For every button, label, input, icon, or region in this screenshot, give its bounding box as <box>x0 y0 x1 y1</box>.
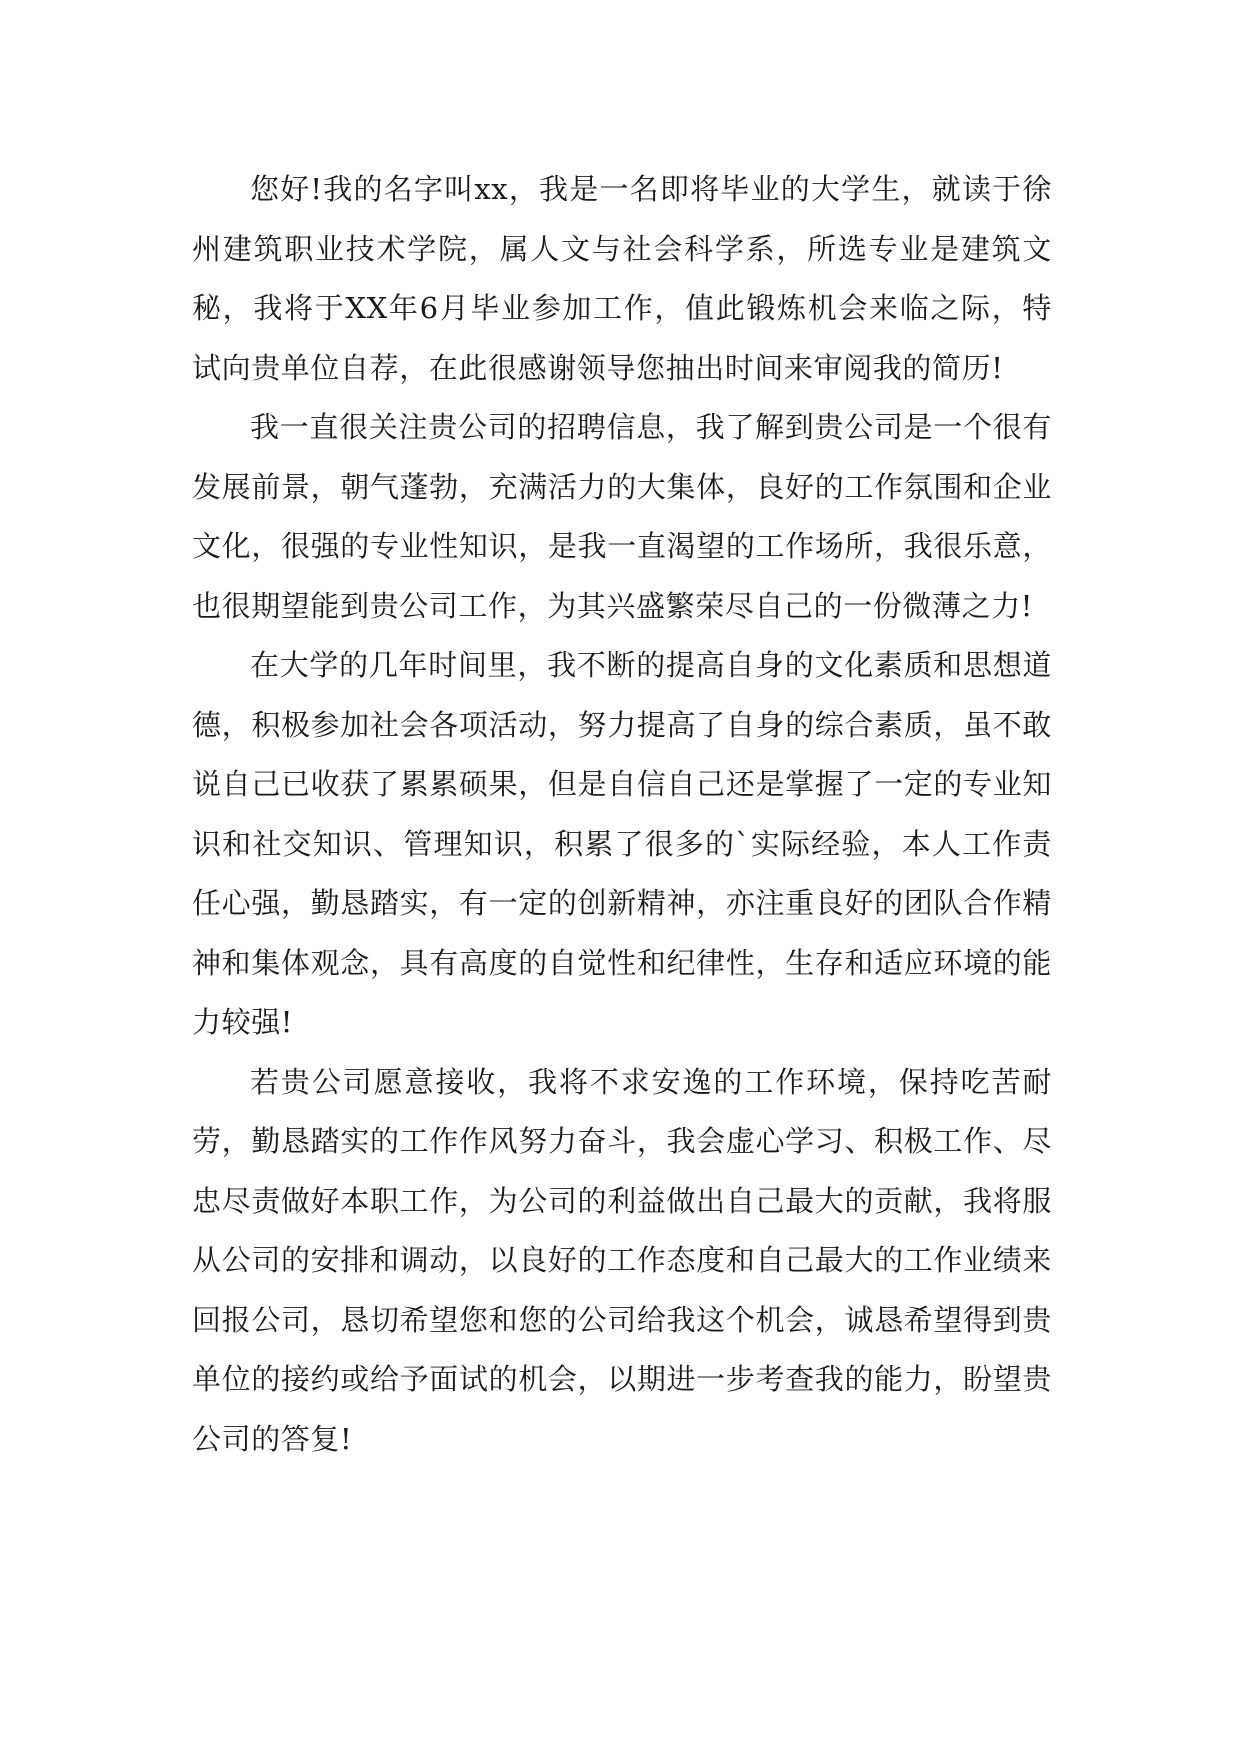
paragraph-introduction: 您好!我的名字叫xx，我是一名即将毕业的大学生，就读于徐州建筑职业技术学院，属人文与社会科学系，所选专业是建筑文秘，我将于XX年6月毕业参加工作，值此锻炼机会来临之际，特试向贵单位自荐，在此很感谢领导您抽出时间来审阅我的简历! <box>192 172 1052 385</box>
letter-body <box>192 160 1052 1469</box>
paragraph-university-experience: 在大学的几年时间里，我不断的提高自身的文化素质和思想道德，积极参加社会各项活动，努力提高了自身的综合素质，虽不敢说自己已收获了累累硕果，但是自信自己还是掌握了一定的专业知识和社交知识、管理知识，积累了很多的`实际经验，本人工作责任心强，勤恳踏实，有一定的创新精神，亦注重良好的团队合作精神和集体观念，具有高度的自觉性和纪律性，生存和适应环境的能力较强! <box>192 648 1052 1039</box>
paragraph-closing-request: 若贵公司愿意接收，我将不求安逸的工作环境，保持吃苦耐劳，勤恳踏实的工作作风努力奋斗，我会虚心学习、积极工作、尽忠尽责做好本职工作，为公司的利益做出自己最大的贡献，我将服从公司的安排和调动，以良好的工作态度和自己最大的工作业绩来回报公司，恳切希望您和您的公司给我这个机会，诚恳希望得到贵单位的接约或给予面试的机会，以期进一步考查我的能力，盼望贵公司的答复! <box>192 1064 1052 1456</box>
paragraph-company-interest: 我一直很关注贵公司的招聘信息，我了解到贵公司是一个很有发展前景，朝气蓬勃，充满活力的大集体，良好的工作氛围和企业文化，很强的专业性知识，是我一直渴望的工作场所，我很乐意，也很期望能到贵公司工作，为其兴盛繁荣尽自己的一份微薄之力! <box>192 410 1052 623</box>
